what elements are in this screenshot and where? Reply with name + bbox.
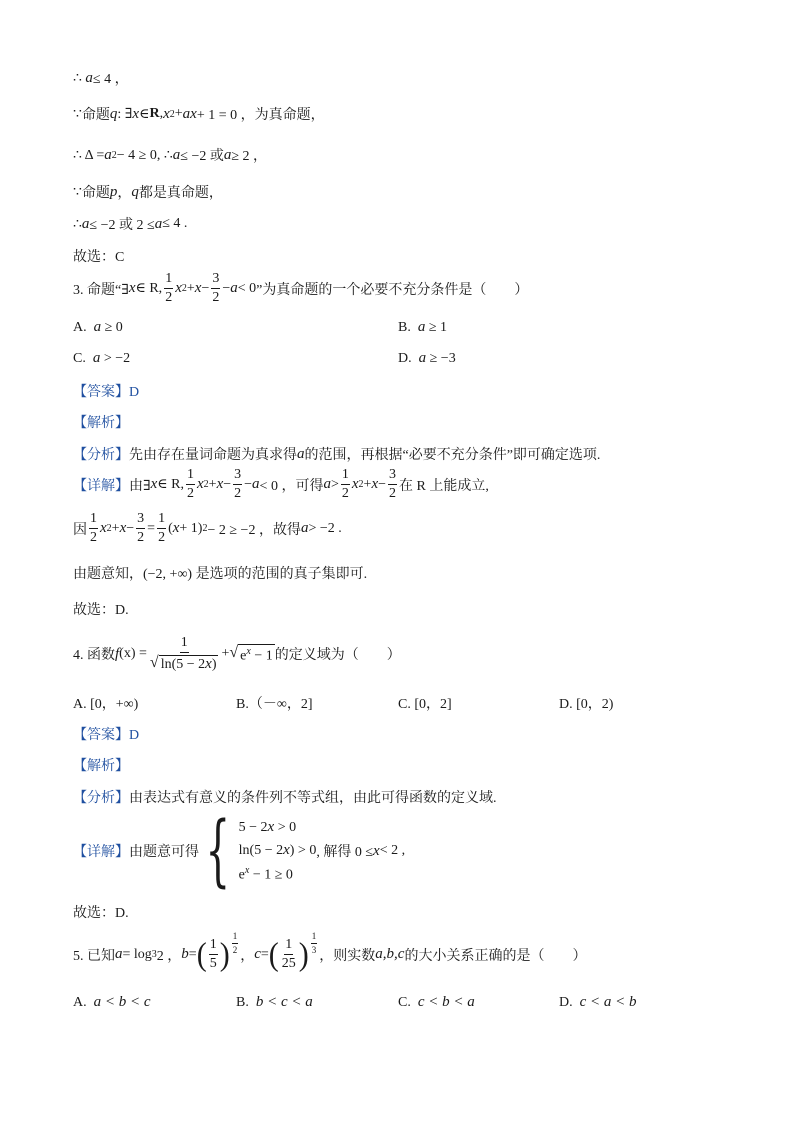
square-root: √ $e^x - 1$ <box>229 643 273 664</box>
q3-detail-line-3: 由题意知，(−2, +∞) 是选项的范围的真子集即可. <box>73 567 368 582</box>
question-3-stem: 3. 命题“∃ x ∈ R, $\frac{1}{2}$ x 2 + x − $\frac{3}{2}$ − a < 0 ”为真命题的一个必要不充分条件是（ ） <box>73 271 529 305</box>
q5-option-d: D. c < a < b <box>559 994 637 1010</box>
q3-detail-line-2: 因 $\frac{1}{2}$ x 2 + x − $\frac{3}{2}$ = $\frac{1}{2}$ ( x + 1) 2 − 2 ≥ −2 ，故得 a > −2 . <box>73 511 342 545</box>
inequality-system: { 5 − 2x > 0 ln(5 − 2x) > 0 $e^x - 1 \ge 0$ <box>205 806 317 896</box>
fraction: $\frac{3}{2}$ <box>137 511 145 545</box>
q5-option-b: B. b < c < a <box>236 994 313 1010</box>
q4-option-a: A. [0，+∞) <box>73 697 139 712</box>
fraction: $\frac{3}{2}$ <box>234 467 242 501</box>
exponent-fraction: $\frac{1}{2}$ <box>232 931 238 955</box>
q3-option-a: A. a ≥ 0 <box>73 319 123 335</box>
q4-analysis-summary: 【分析】 由表达式有意义的条件列不等式组，由此可得函数的定义域. <box>73 791 497 806</box>
fraction: $\frac{1}{2}$ <box>165 271 173 305</box>
line-a-le-4: ∴ a ≤ 4 ， <box>73 69 129 87</box>
q3-option-c: C. a > −2 <box>73 350 131 366</box>
line-proposition-q: ∵ 命题 q : ∃ x ∈ R , x 2 + ax + 1 = 0 ，为真命题， <box>73 105 325 123</box>
q4-answer: 【答案】D <box>73 728 140 743</box>
q3-choose: 故选：D. <box>73 603 129 618</box>
q3-analysis-summary: 【分析】 先由存在量词命题为真求得 a 的范围，再根据“必要不充分条件”即可确定选项. <box>73 445 601 463</box>
q4-choose: 故选：D. <box>73 906 129 921</box>
fraction: $\frac{1}{2}$ <box>158 511 166 545</box>
q4-option-b: B.（－∞，2] <box>236 697 313 712</box>
fraction: $\frac{3}{2}$ <box>212 271 220 305</box>
line-discriminant: ∴ Δ = a 2 − 4 ≥ 0, ∴ a ≤ −2 或 a ≥ 2 ， <box>73 146 268 164</box>
q3-detail-line-1: 【详解】 由∃ x ∈ R, $\frac{1}{2}$ x 2 + x − $\frac{3}{2}$ − a < 0 ，可得 a > $\frac{1}{2}$ x 2 + x − $\frac{3}{2}$ 在 R 上能成立, <box>73 467 489 501</box>
line-range-result: ∴ a ≤ −2 或 2 ≤ a ≤ 4 . <box>73 215 188 233</box>
question-4-stem: 4. 函数 f (x) = 1 √ ln(5 − 2x) + √ $e^x - 1$ 的定义域为（ ） <box>73 635 401 672</box>
q4-option-c: C. [0，2] <box>398 697 452 712</box>
question-5-stem: 5. 已知 a = log 3 2 ， b = ( $\frac{1}{5}$ ) $\frac{1}{2}$ ， c = ( $\frac{1}{25}$ ) $\frac{1}{3}$ ，则实数 a,b,c 的大小关系正确的是（ ） <box>73 931 587 973</box>
fraction: $\frac{1}{2}$ <box>186 467 194 501</box>
q4-detail: 【详解】 由题意可得 { 5 − 2x > 0 ln(5 − 2x) > 0 $e^x - 1 \ge 0$ , 解得 0 ≤ x < 2 , <box>73 806 406 896</box>
choose-c: 故选：C <box>73 250 125 265</box>
q5-option-a: A. a < b < c <box>73 994 151 1010</box>
fraction: 1 √ ln(5 − 2x) <box>149 635 217 672</box>
square-root: √ ln(5 − 2x) <box>149 654 217 672</box>
fraction: $\frac{1}{2}$ <box>341 467 349 501</box>
fraction: $\frac{1}{5}$ <box>209 937 217 971</box>
q3-analysis-heading: 【解析】 <box>73 416 129 431</box>
fraction: $\frac{3}{2}$ <box>389 467 397 501</box>
fraction: $\frac{1}{2}$ <box>90 511 97 545</box>
q5-option-c: C. c < b < a <box>398 994 475 1010</box>
line-p-q-true: ∵ 命题 p ， q 都是真命题， <box>73 183 223 201</box>
q3-answer: 【答案】D <box>73 385 140 400</box>
fraction: $\frac{1}{25}$ <box>281 937 296 971</box>
q4-analysis-heading: 【解析】 <box>73 759 129 774</box>
q3-option-b: B. a ≥ 1 <box>398 319 448 335</box>
q3-option-d: D. a ≥ −3 <box>398 350 456 366</box>
exponent-fraction: $\frac{1}{3}$ <box>311 931 317 955</box>
q4-option-d: D. [0，2) <box>559 697 614 712</box>
